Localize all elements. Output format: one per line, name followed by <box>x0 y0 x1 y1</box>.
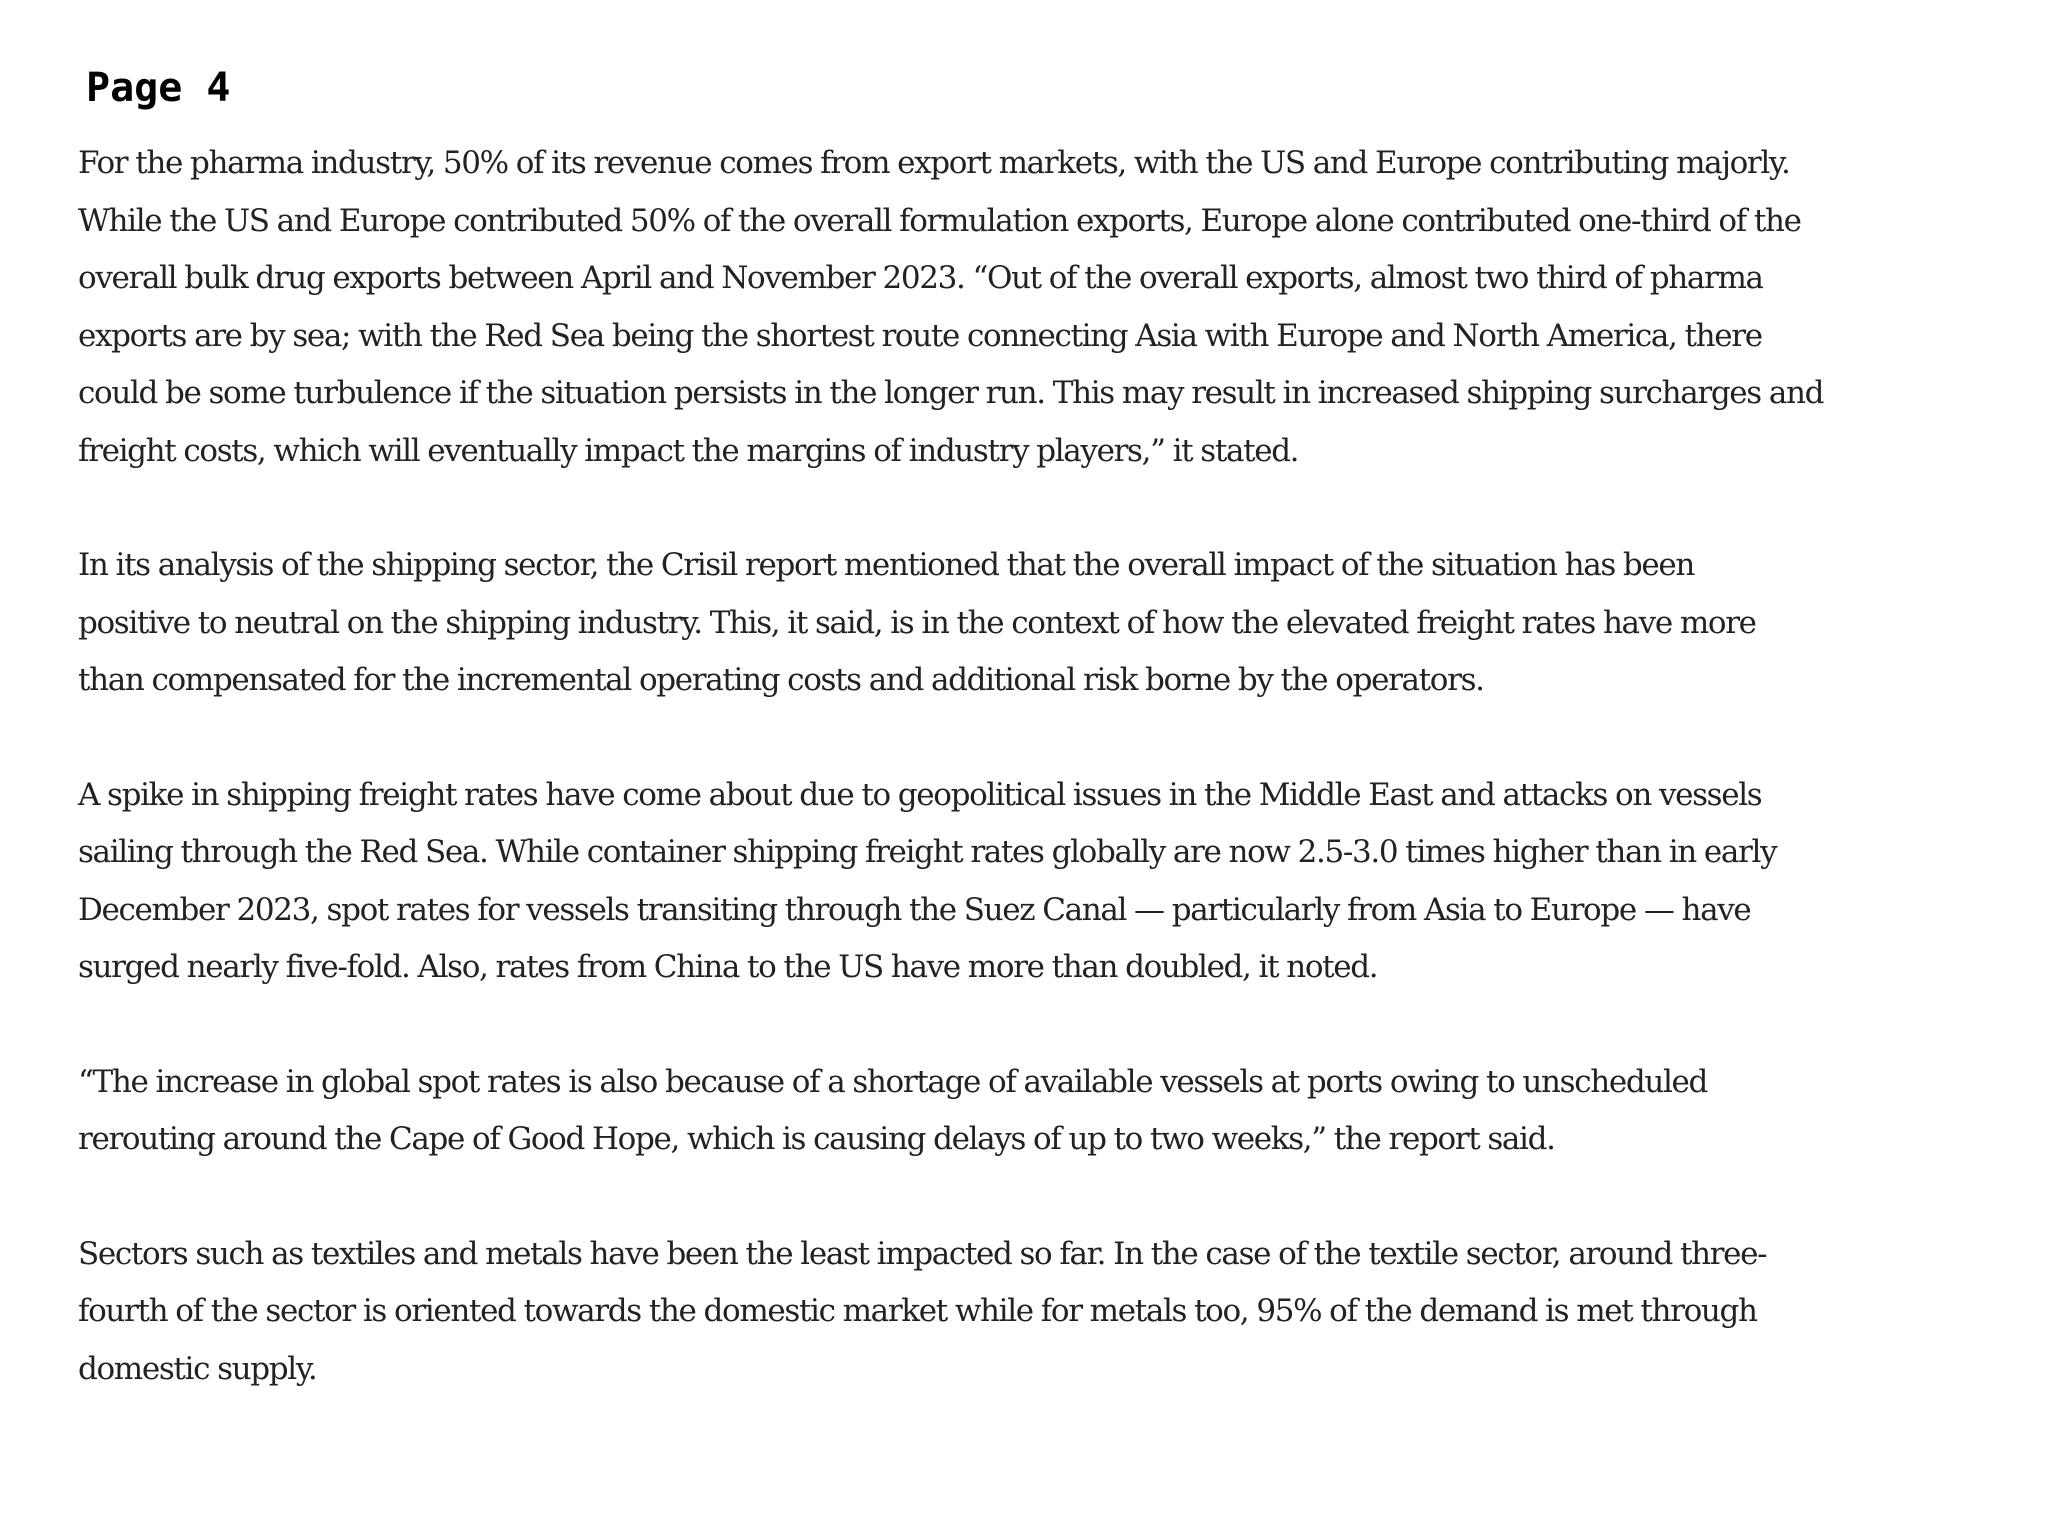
text-line: fourth of the sector is oriented towards the domestic market while for metals too, 95% of the demand is met through <box>78 1293 1757 1329</box>
text-line: overall bulk drug exports between April and November 2023. “Out of the overall exports, almost two third of pharma <box>78 260 1763 296</box>
text-line: “The increase in global spot rates is also because of a shortage of available vessels at ports owing to unscheduled <box>78 1063 1708 1100</box>
text-line: exports are by sea; with the Red Sea being the shortest route connecting Asia with Europe and North America, there <box>78 317 1762 354</box>
text-line: A spike in shipping freight rates have come about due to geopolitical issues in the Middle East and attacks on vessels <box>78 776 1762 813</box>
paragraph-spot-rates-quote <box>78 1054 2038 1169</box>
text-line: could be some turbulence if the situation persists in the longer run. This may result in increased shipping surcharges and <box>78 375 1824 411</box>
text-line: surged nearly five-fold. Also, rates from China to the US have more than doubled, it noted. <box>78 949 1378 985</box>
text-line: December 2023, spot rates for vessels transiting through the Suez Canal — particularly from Asia to Europe — have <box>78 891 1751 928</box>
text-line: positive to neutral on the shipping industry. This, it said, is in the context of how the elevated freight rates have more <box>78 604 1756 641</box>
text-line: In its analysis of the shipping sector, the Crisil report mentioned that the overall impact of the situation has been <box>78 547 1695 583</box>
text-line: freight costs, which will eventually impact the margins of industry players,” it stated. <box>78 432 1299 469</box>
text-line: sailing through the Red Sea. While container shipping freight rates globally are now 2.5-3.0 times higher than in early <box>78 834 1777 870</box>
text-line: domestic supply. <box>78 1350 317 1387</box>
text-line: For the pharma industry, 50% of its revenue comes from export markets, with the US and Europe contributing majorly. <box>78 145 1790 181</box>
paragraph-shipping-sector <box>78 537 2038 710</box>
text-line: than compensated for the incremental operating costs and additional risk borne by the operators. <box>78 662 1484 698</box>
text-line: Sectors such as textiles and metals have been the least impacted so far. In the case of the textile sector, around three- <box>78 1235 1767 1272</box>
page-number-label: Page 4 <box>86 65 231 111</box>
text-line: While the US and Europe contributed 50% of the overall formulation exports, Europe alone contributed one-third of the <box>78 202 1801 239</box>
article-body <box>78 135 2038 1398</box>
paragraph-freight-rates <box>78 767 2038 997</box>
paragraph-textiles-metals <box>78 1226 2038 1399</box>
text-line: rerouting around the Cape of Good Hope, which is causing delays of up to two weeks,” the report said. <box>78 1121 1555 1157</box>
paragraph-pharma-exports <box>78 135 2038 480</box>
